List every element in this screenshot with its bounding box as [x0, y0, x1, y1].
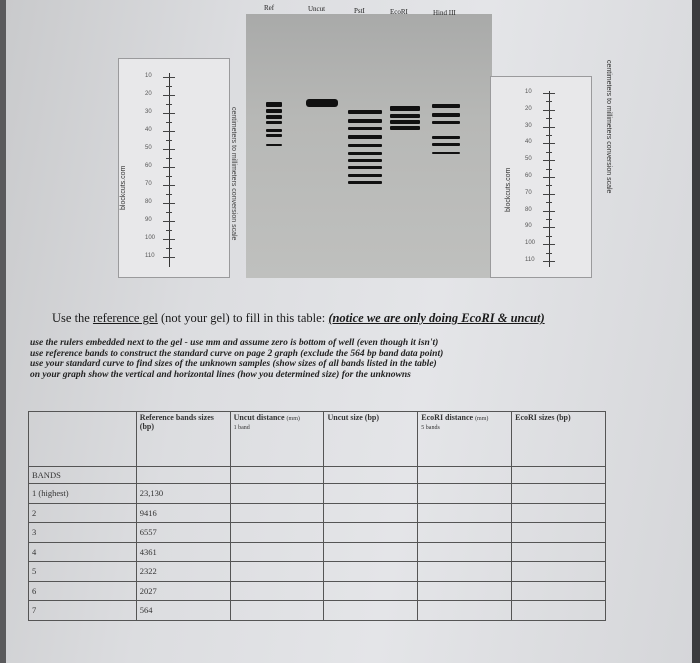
ruler-tick	[166, 248, 172, 249]
ruler-tick	[546, 118, 552, 119]
ruler-tick	[543, 93, 555, 94]
ruler-tick	[546, 253, 552, 254]
ruler-axis	[169, 73, 170, 267]
ruler-tick	[546, 185, 552, 186]
ref-size: 2322	[136, 562, 230, 582]
gel-band	[432, 104, 460, 108]
band-number: 4	[29, 542, 137, 562]
ref-size: 564	[136, 601, 230, 621]
ecori-distance-header: EcoRI distance (mm) 5 bands	[418, 412, 512, 467]
ruler-tick	[543, 160, 555, 161]
ruler-tick	[166, 86, 172, 87]
band-number: 5	[29, 562, 137, 582]
ruler-tick	[166, 212, 172, 213]
gel-band	[348, 127, 382, 130]
ruler-tick	[546, 169, 552, 170]
table-row	[29, 601, 606, 621]
uncut-size-cell[interactable]	[324, 542, 418, 562]
ruler-label: 50	[145, 145, 152, 151]
band-number: 3	[29, 523, 137, 543]
lane-label-ecori: EcoRI	[390, 8, 408, 16]
ruler-label: 60	[145, 163, 152, 169]
ref-size: 6557	[136, 523, 230, 543]
ecori-size-cell[interactable]	[512, 562, 606, 582]
ruler-tick	[163, 149, 175, 150]
table-instructions	[52, 311, 545, 326]
ecori-distance-cell[interactable]	[418, 562, 512, 582]
gel-band	[266, 102, 282, 107]
ruler-tick	[166, 104, 172, 105]
ruler-tick	[543, 127, 555, 128]
uncut-distance-header: Uncut distance (mm) 1 band	[230, 412, 324, 467]
uncut-size-cell[interactable]	[324, 581, 418, 601]
uncut-distance-cell[interactable]	[230, 562, 324, 582]
ruler-label: 110	[525, 257, 535, 263]
uncut-distance-cell[interactable]	[230, 542, 324, 562]
ruler-label: 10	[145, 73, 152, 79]
reference-gel	[246, 4, 492, 278]
ruler-tick	[163, 95, 175, 96]
ruler-tick	[166, 194, 172, 195]
ecori-size-cell[interactable]	[512, 523, 606, 543]
gel-band	[432, 152, 460, 154]
ecori-size-cell[interactable]	[512, 581, 606, 601]
ecori-distance-cell[interactable]	[418, 542, 512, 562]
uncut-size-cell[interactable]	[324, 484, 418, 504]
ref-size: 2027	[136, 581, 230, 601]
ruler-tick	[163, 113, 175, 114]
gel-band	[390, 120, 420, 124]
ref-size: 9416	[136, 503, 230, 523]
ruler-label: 110	[145, 253, 155, 259]
page-shadow	[692, 0, 700, 663]
gel-band	[306, 99, 338, 107]
ecori-distance-cell[interactable]	[418, 484, 512, 504]
ruler-tick	[546, 152, 552, 153]
ruler-tick	[543, 211, 555, 212]
lane-label-uncut: Uncut	[308, 5, 326, 13]
results-table	[28, 411, 606, 621]
ecori-size-cell[interactable]	[512, 542, 606, 562]
ecori-distance-cell[interactable]	[418, 503, 512, 523]
gel-band	[266, 121, 282, 124]
uncut-distance-cell[interactable]	[230, 503, 324, 523]
ruler-tick	[543, 110, 555, 111]
left-ruler	[118, 58, 237, 278]
gel-band	[348, 152, 382, 155]
guideline-4: on your graph show the vertical and horizontal lines (how you determined size) for the unknowns	[30, 369, 411, 380]
ruler-label: 80	[145, 199, 152, 205]
lane-label-ref: Ref	[264, 4, 275, 12]
ruler-label: 50	[525, 156, 532, 163]
ruler-tick	[166, 230, 172, 231]
instr-text-a: Use the	[52, 311, 93, 325]
table-row	[29, 581, 606, 601]
gel-band	[348, 119, 382, 123]
gel-band	[348, 144, 382, 147]
table-row	[29, 542, 606, 562]
gel-band	[432, 143, 460, 146]
uncut-distance-cell[interactable]	[230, 484, 324, 504]
ruler-label: 40	[525, 139, 532, 146]
ruler-label: 20	[145, 91, 152, 97]
ruler-tick	[166, 176, 172, 177]
guideline-2: use reference bands to construct the standard curve on page 2 graph (exclude the 564 bp band data point)	[30, 348, 444, 359]
ecori-distance-cell[interactable]	[418, 581, 512, 601]
ecori-size-cell[interactable]	[512, 503, 606, 523]
ecori-size-cell[interactable]	[512, 601, 606, 621]
uncut-size-header: Uncut size (bp)	[324, 412, 418, 467]
ruler-tick	[163, 167, 175, 168]
ruler-label: 70	[145, 181, 152, 187]
ruler-tick	[543, 194, 555, 195]
gel-band	[348, 135, 382, 139]
ruler-tick	[163, 203, 175, 204]
gel-band	[432, 121, 460, 124]
ruler-label: 30	[145, 109, 152, 115]
ruler-tick	[166, 140, 172, 141]
ruler-label: 60	[525, 173, 532, 179]
gel-band	[432, 113, 460, 117]
ruler-label: 20	[525, 105, 532, 112]
ecori-distance-cell[interactable]	[418, 601, 512, 621]
gel-band	[266, 129, 282, 132]
band-number: 2	[29, 503, 137, 523]
ruler-label: 100	[525, 240, 536, 247]
blank-header	[29, 412, 137, 467]
gel-band	[390, 106, 420, 111]
ruler-tick	[163, 131, 175, 132]
ruler-vertical-text: centimeters to millimeters conversion scale	[230, 107, 237, 241]
gel-band	[348, 181, 382, 184]
uncut-distance-cell[interactable]	[230, 601, 324, 621]
table-row	[29, 503, 606, 523]
ruler-tick	[543, 227, 555, 228]
table-row	[29, 562, 606, 582]
ruler-tick	[546, 202, 552, 203]
ruler-label: 30	[525, 122, 532, 129]
band-number: 1 (highest)	[29, 484, 137, 504]
bands-label: BANDS	[29, 467, 137, 484]
guidelines	[30, 338, 443, 380]
gel-band	[266, 134, 282, 137]
ruler-tick	[546, 135, 552, 136]
gel-band	[348, 174, 382, 177]
reference-gel-link: reference gel	[92, 311, 158, 325]
gel-band	[348, 166, 382, 169]
ruler-tick	[543, 177, 555, 178]
band-number: 7	[29, 601, 137, 621]
ref-size: 23,130	[136, 484, 230, 504]
gel-band	[348, 159, 382, 162]
guideline-3: use your standard curve to find sizes of the unknown samples (show sizes of all bands listed in the table)	[30, 359, 437, 369]
uncut-size-cell[interactable]	[324, 601, 418, 621]
table-row	[29, 523, 606, 543]
ref-size: 4361	[136, 542, 230, 562]
left-ruler-side-text: blockcuts.com	[120, 165, 127, 210]
instr-text-b: (not your gel) to fill in this table:	[157, 311, 329, 325]
ecori-size-header: EcoRI sizes (bp)	[512, 412, 606, 467]
ruler-tick	[163, 77, 175, 78]
lane-label-psti: PstI	[354, 7, 365, 15]
lane-label-hindiii: Hind III	[433, 9, 456, 17]
ruler-tick	[543, 244, 555, 245]
ruler-label: 70	[525, 189, 532, 196]
ruler-tick	[543, 261, 555, 262]
ruler-tick	[546, 236, 552, 237]
uncut-size-cell[interactable]	[324, 503, 418, 523]
uncut-distance-cell[interactable]	[230, 523, 324, 543]
gel-band	[348, 110, 382, 114]
right-ruler-vertical-text: centimeters to millimeters conversion scale	[605, 60, 612, 194]
ruler-tick	[163, 257, 175, 258]
ruler-tick	[163, 185, 175, 186]
ecori-size-cell[interactable]	[512, 484, 606, 504]
gel-band	[266, 144, 282, 146]
ruler-tick	[546, 219, 552, 220]
ruler-tick	[543, 143, 555, 144]
guideline-1: use the rulers embedded next to the gel - use mm and assume zero is bottom of well (even though it isn't)	[30, 338, 439, 348]
ruler-tick	[166, 158, 172, 159]
gel-band	[266, 109, 282, 113]
ruler-tick	[163, 221, 175, 222]
gel-band	[432, 136, 460, 139]
ruler-label: 10	[525, 89, 532, 95]
uncut-distance-cell[interactable]	[230, 581, 324, 601]
gel-band	[390, 114, 420, 118]
uncut-size-cell[interactable]	[324, 523, 418, 543]
ruler-label: 80	[525, 206, 532, 213]
ruler-label: 100	[145, 235, 156, 241]
gel-band	[390, 126, 420, 130]
ruler-label: 90	[525, 223, 532, 230]
ruler-tick	[546, 101, 552, 102]
ruler-label: 40	[145, 127, 152, 133]
right-ruler-side-text: blockcuts.com	[505, 167, 512, 212]
notice-text: (notice we are only doing EcoRI & uncut)	[328, 311, 545, 325]
ruler-tick	[163, 239, 175, 240]
gel-band	[266, 115, 282, 119]
table-row	[29, 484, 606, 504]
ruler-label: 90	[145, 217, 152, 223]
ref-header: Reference bands sizes (bp)	[136, 412, 230, 467]
ecori-distance-cell[interactable]	[418, 523, 512, 543]
band-number: 6	[29, 581, 137, 601]
ruler-tick	[166, 122, 172, 123]
uncut-size-cell[interactable]	[324, 562, 418, 582]
